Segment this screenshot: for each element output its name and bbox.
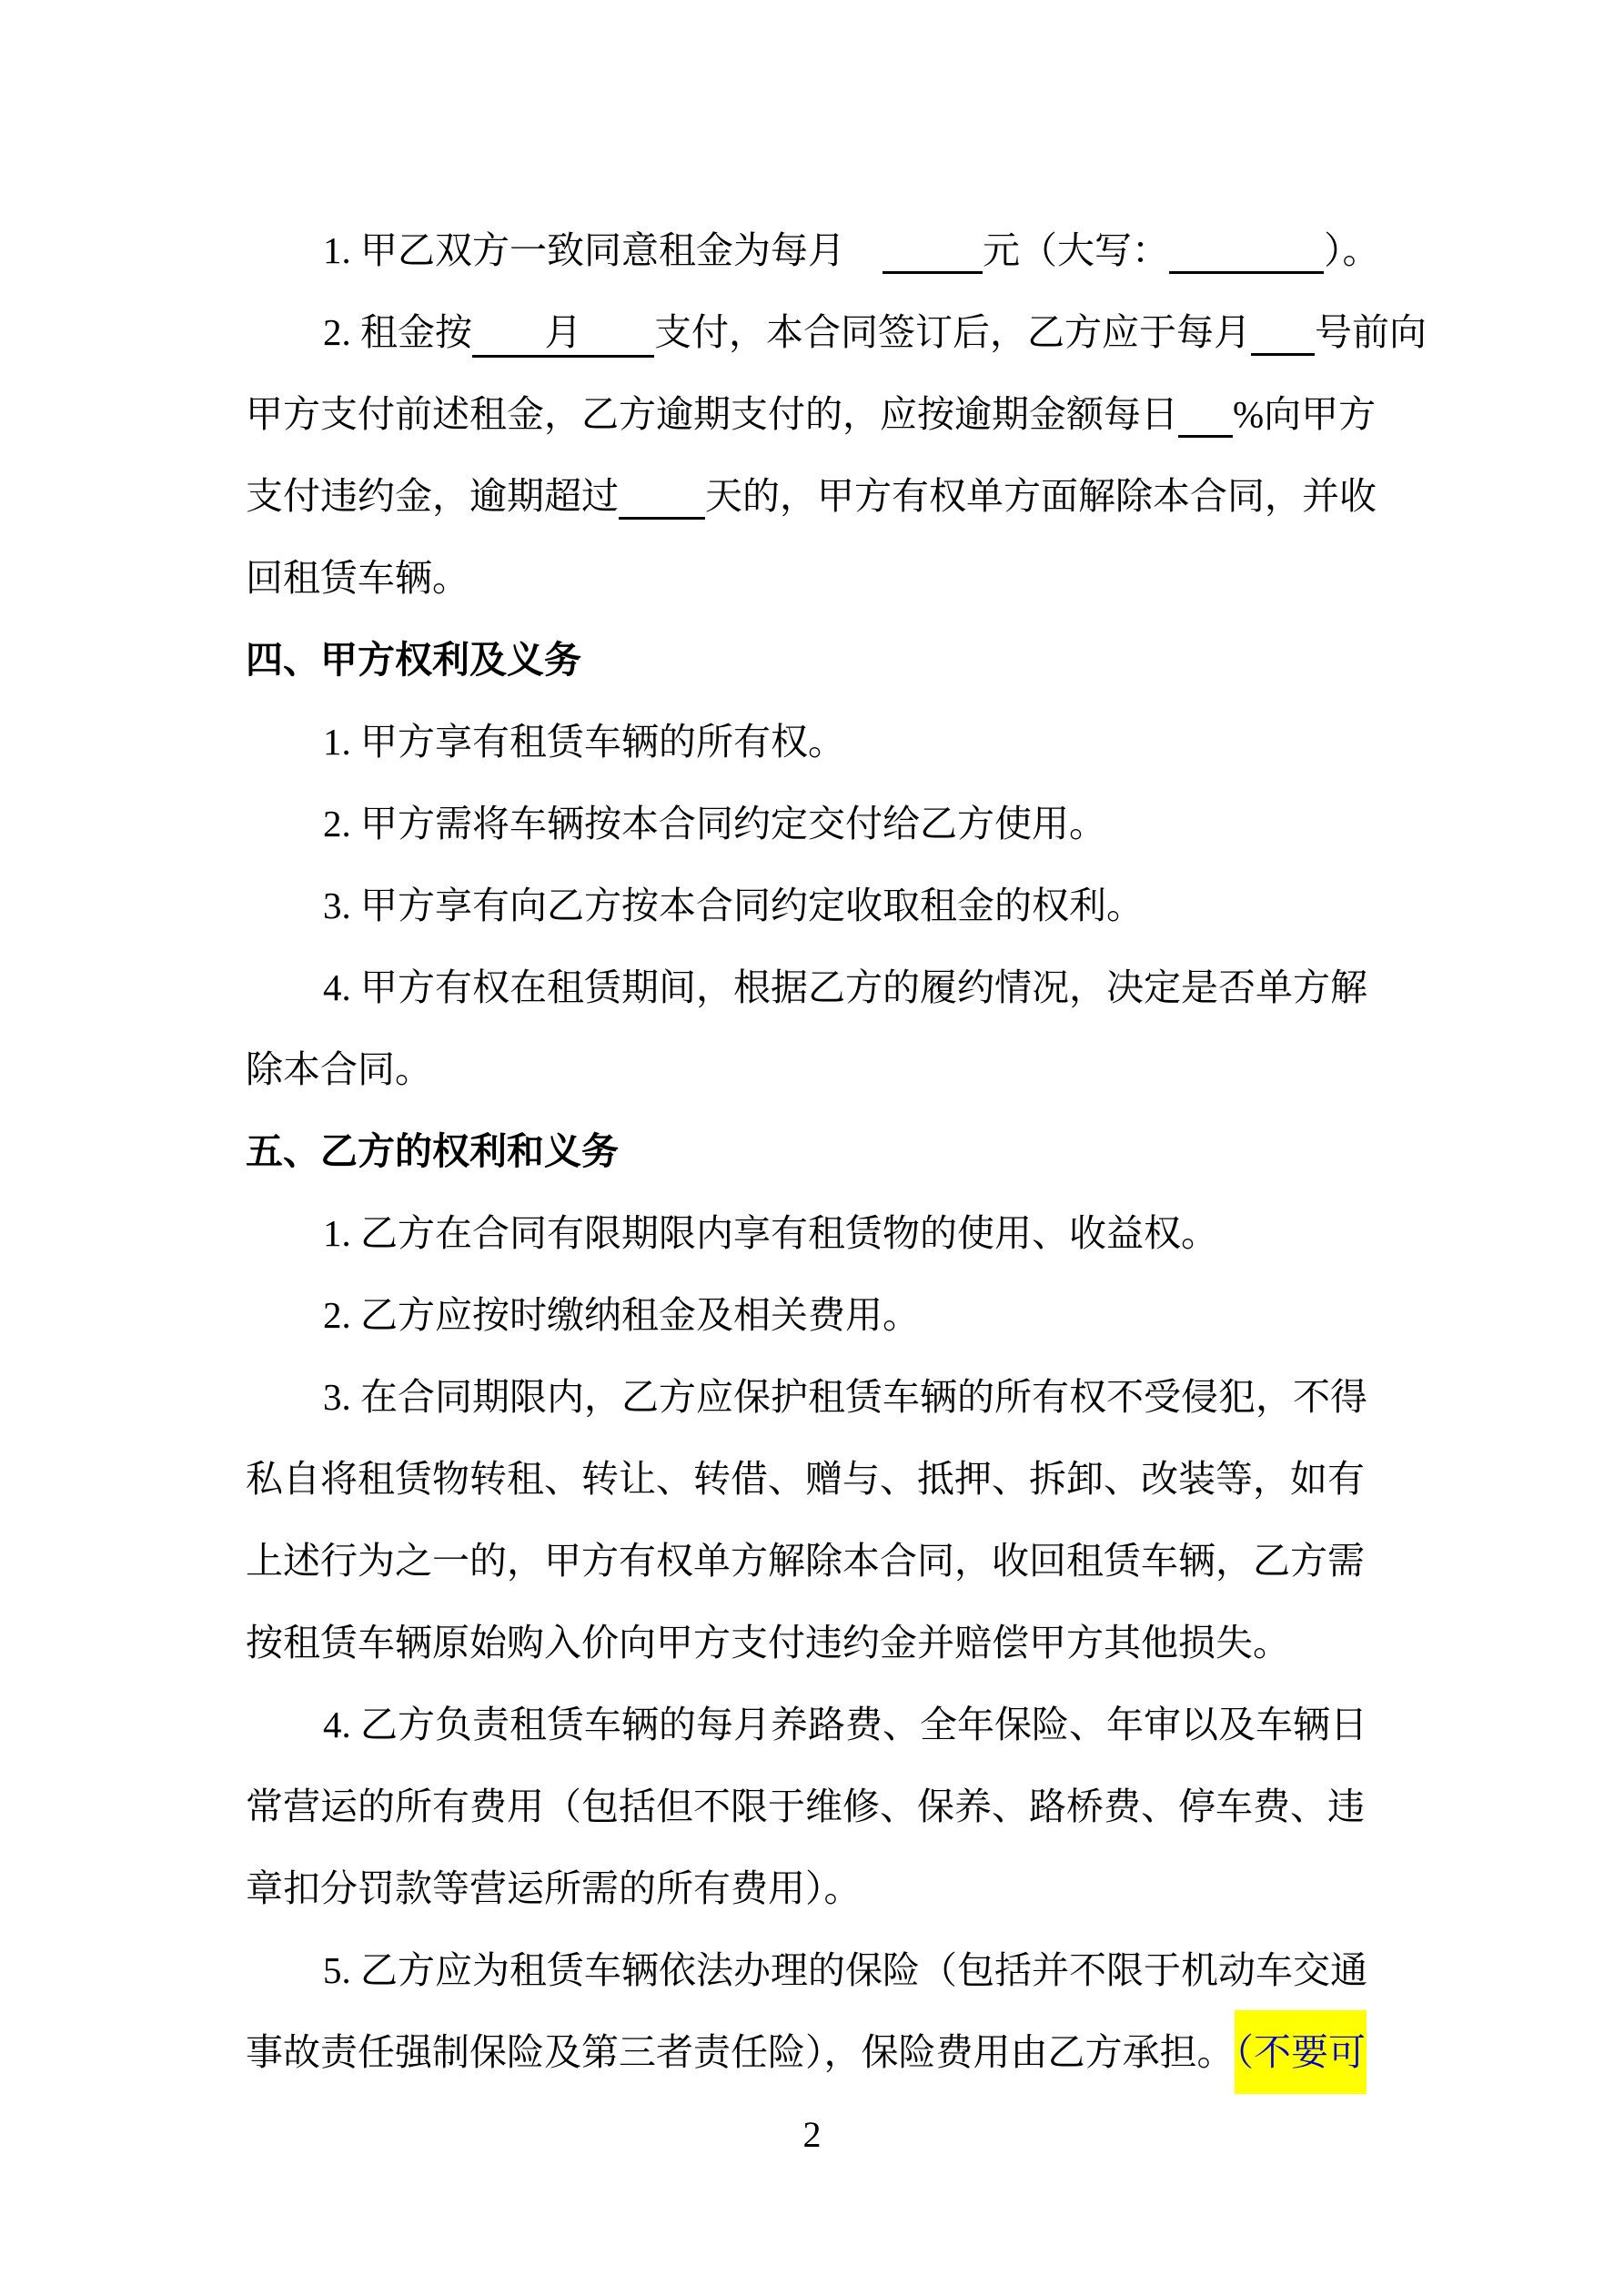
text-run: 章扣分罚款等营运所需的所有费用）。 bbox=[246, 1867, 862, 1909]
section-heading bbox=[246, 619, 1387, 701]
text-run: 支付违约金，逾期超过 bbox=[246, 475, 619, 517]
document-line bbox=[246, 783, 1387, 865]
text-run: 3. 甲方享有向乙方按本合同约定收取租金的权利。 bbox=[323, 885, 1144, 926]
text-run: 上述行为之一的，甲方有权单方解除本合同，收回租赁车辆，乙方需 bbox=[246, 1540, 1365, 1582]
text-run: 2. 甲方需将车辆按本合同约定交付给乙方使用。 bbox=[323, 803, 1106, 845]
document-body bbox=[246, 209, 1427, 2093]
document-line bbox=[246, 2011, 1387, 2093]
text-run: 事故责任强制保险及第三者责任险），保险费用由乙方承担。 bbox=[246, 2031, 1235, 2073]
text-run: 常营运的所有费用（包括但不限于维修、保养、路桥费、停车费、违 bbox=[246, 1785, 1365, 1827]
text-run: 甲方支付前述租金，乙方逾期支付的，应按逾期金额每日 bbox=[246, 393, 1178, 435]
document-line bbox=[246, 1356, 1387, 1438]
page-number: 2 bbox=[802, 2114, 822, 2155]
text-run: %向甲方 bbox=[1233, 393, 1377, 435]
document-line bbox=[246, 537, 1387, 619]
document-line bbox=[246, 865, 1387, 946]
text-run: 五、乙方的权利和义务 bbox=[246, 1130, 619, 1172]
document-line bbox=[246, 455, 1387, 537]
blank-underline bbox=[1178, 389, 1233, 438]
text-run: 5. 乙方应为租赁车辆依法办理的保险（包括并不限于机动车交通 bbox=[323, 1949, 1367, 1991]
text-run: 3. 在合同期限内，乙方应保护租赁车辆的所有权不受侵犯，不得 bbox=[323, 1376, 1367, 1418]
text-run: 1. 甲乙双方一致同意租金为每月 bbox=[323, 229, 883, 271]
document-line bbox=[246, 1684, 1387, 1765]
blank-underline bbox=[619, 471, 705, 520]
blank-underline bbox=[1169, 226, 1324, 274]
document-line bbox=[246, 291, 1427, 373]
document-line bbox=[246, 1274, 1387, 1356]
document-line bbox=[246, 1929, 1387, 2011]
document-line bbox=[246, 1602, 1387, 1684]
text-run: 2. 租金按 bbox=[323, 311, 472, 353]
text-run: 回租赁车辆。 bbox=[246, 557, 469, 599]
document-line bbox=[246, 946, 1387, 1028]
text-run: 1. 甲方享有租赁车辆的所有权。 bbox=[323, 721, 845, 763]
document-line bbox=[246, 1438, 1387, 1520]
text-run: 4. 甲方有权在租赁期间，根据乙方的履约情况，决定是否单方解 bbox=[323, 966, 1367, 1008]
text-run: ）。 bbox=[1324, 229, 1380, 271]
document-line bbox=[246, 701, 1387, 783]
text-run: 私自将租赁物转租、转让、转借、赠与、抵押、拆卸、改装等，如有 bbox=[246, 1458, 1365, 1500]
document-line bbox=[246, 1520, 1387, 1602]
document-line bbox=[246, 1028, 1387, 1110]
section-heading bbox=[246, 1110, 1387, 1192]
text-run: 四、甲方权利及义务 bbox=[246, 639, 581, 681]
blank-underline bbox=[1251, 308, 1315, 356]
text-run: 2. 乙方应按时缴纳租金及相关费用。 bbox=[323, 1294, 920, 1336]
document-line bbox=[246, 1847, 1387, 1929]
text-run: 支付，本合同签订后，乙方应于每月 bbox=[654, 311, 1251, 353]
document-line bbox=[246, 1192, 1387, 1274]
highlighted-text: （不要可 bbox=[1235, 2010, 1367, 2094]
text-run: 4. 乙方负责租赁车辆的每月养路费、全年保险、年审以及车辆日 bbox=[323, 1704, 1367, 1745]
text-run: 除本合同。 bbox=[246, 1048, 432, 1090]
text-run: 1. 乙方在合同有限期限内享有租赁物的使用、收益权。 bbox=[323, 1212, 1218, 1254]
document-line bbox=[246, 1765, 1387, 1847]
text-run: 天的，甲方有权单方面解除本合同，并收 bbox=[705, 475, 1377, 517]
text-run: 号前向 bbox=[1315, 311, 1427, 353]
blank-underline-filled: 月 bbox=[472, 309, 654, 358]
text-run: 按租赁车辆原始购入价向甲方支付违约金并赔偿甲方其他损失。 bbox=[246, 1622, 1290, 1664]
document-line bbox=[246, 373, 1387, 455]
document-line bbox=[246, 209, 1387, 291]
text-run: 元（大写： bbox=[983, 229, 1169, 271]
blank-underline bbox=[883, 226, 983, 274]
